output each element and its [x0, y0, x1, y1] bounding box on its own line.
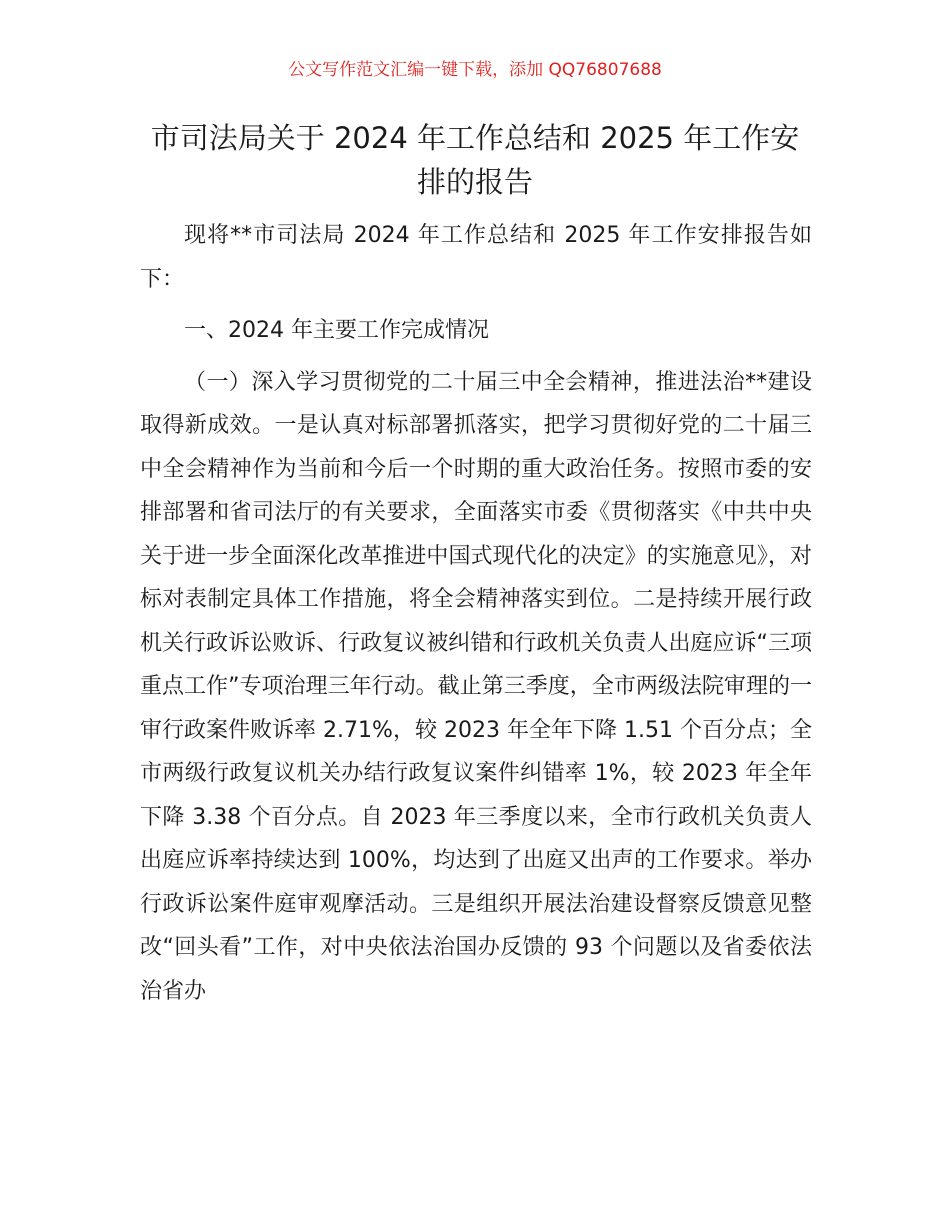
body-paragraph: （一）深入学习贯彻党的二十届三中全会精神，推进法治**建设取得新成效。一是认真对标部署抓落实，把学习贯彻好党的二十届三中全会精神作为当前和今后一个时期的重大政治任务。按照市委的安排部署和省司法厅的有关要求，全面落实市委《贯彻落实《中共中央关于进一步全面深化改革推进中国式现代化的决定》的实施意见》，对标对表制定具体工作措施，将全会精神落实到位。二是持续开展行政机关行政诉讼败诉、行政复议被纠错和行政机关负责人出庭应诉“三项重点工作”专项治理三年行动。截止第三季度，全市两级法院审理的一审行政案件败诉率 2.71%，较 2023 年全年下降 1.51 个百分点；全市两级行政复议机关办结行政复议案件纠错率 1%，较 2023 年全年下降 3.38 个百分点。自 2023 年三季度以来，全市行政机关负责人出庭应诉率持续达到 100%，均达到了出庭又出声的工作要求。举办行政诉讼案件庭审观摩活动。三是组织开展法治建设督察反馈意见整改“回头看”工作，对中央依法治国办反馈的 93 个问题以及省委依法治省办 — [140, 369, 812, 1004]
intro-paragraph: 现将**市司法局 2024 年工作总结和 2025 年工作安排报告如下： — [140, 223, 812, 292]
section-heading: 一、2024 年主要工作完成情况 — [184, 318, 489, 343]
header-ad-text: 公文写作范文汇编一键下载，添加 QQ76807688 — [288, 60, 662, 80]
document-title: 市司法局关于 2024 年工作总结和 2025 年工作安排的报告 — [150, 121, 800, 199]
document-body — [140, 214, 812, 1013]
